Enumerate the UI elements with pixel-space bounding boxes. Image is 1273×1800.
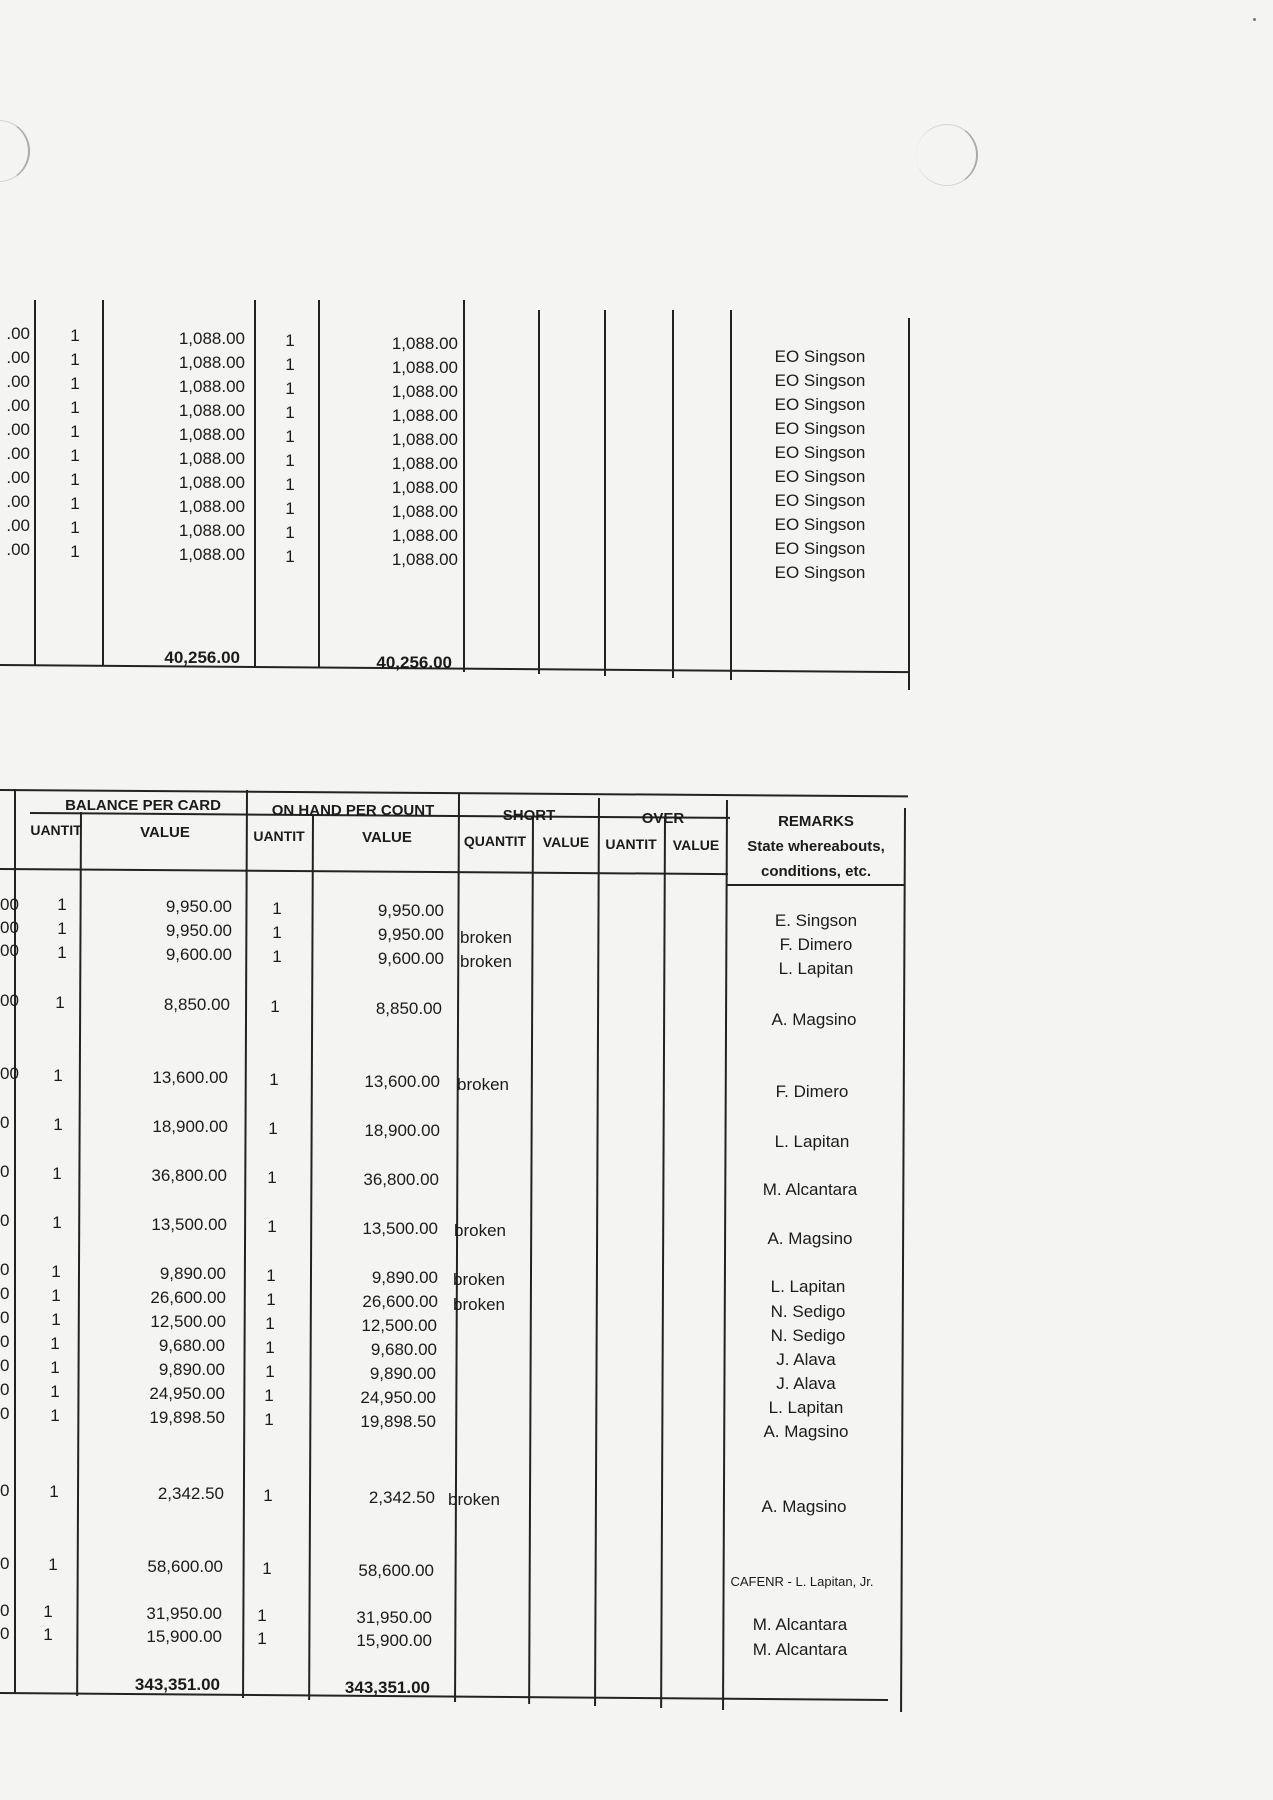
value-card: 13,600.00 — [152, 1068, 228, 1087]
value-card: 2,342.50 — [157, 1484, 224, 1503]
qty-card: 1 — [50, 1406, 60, 1425]
partial-value: 0 — [0, 1554, 10, 1573]
header-quantity-over: UANTIT — [605, 836, 657, 852]
remarks-header-bottom-line — [726, 884, 904, 886]
remarks: EO Singson — [774, 371, 866, 390]
remarks: EO Singson — [774, 467, 866, 486]
value-card: 9,950.00 — [165, 921, 232, 940]
qty-count: 1 — [262, 1559, 272, 1578]
qty-count: 1 — [272, 947, 282, 966]
col-line — [900, 808, 906, 1712]
value-card: 26,600.00 — [150, 1288, 226, 1307]
qty-card: 1 — [51, 1262, 61, 1281]
qty-card: 1 — [55, 993, 65, 1012]
qty-card: 1 — [70, 374, 80, 393]
remarks: M. Alcantara — [752, 1615, 848, 1634]
value-count: 24,950.00 — [360, 1388, 436, 1407]
value-count: 9,890.00 — [369, 1364, 436, 1383]
qty-count: 1 — [285, 379, 295, 398]
top-col-line — [672, 310, 674, 678]
short-note: broken — [460, 952, 512, 971]
qty-count: 1 — [257, 1629, 267, 1648]
value-count: 1,088.00 — [391, 478, 458, 497]
partial-value: 0 — [0, 1211, 10, 1230]
value-card: 1,088.00 — [178, 521, 245, 540]
value-card: 1,088.00 — [178, 377, 245, 396]
qty-count: 1 — [257, 1606, 267, 1625]
remarks: N. Sedigo — [770, 1302, 846, 1321]
partial-value: .00 — [6, 516, 30, 535]
qty-card: 1 — [70, 422, 80, 441]
qty-count: 1 — [268, 1119, 278, 1138]
value-count: 13,600.00 — [364, 1072, 440, 1091]
qty-card: 1 — [48, 1555, 58, 1574]
qty-card: 1 — [50, 1358, 60, 1377]
value-card: 9,680.00 — [158, 1336, 225, 1355]
qty-count: 1 — [266, 1290, 276, 1309]
qty-card: 1 — [70, 326, 80, 345]
value-card: 1,088.00 — [178, 353, 245, 372]
col-line — [242, 790, 248, 1698]
partial-value: 00 — [0, 991, 19, 1010]
qty-count: 1 — [265, 1338, 275, 1357]
partial-value: 0 — [0, 1481, 10, 1500]
top-col-line — [604, 310, 606, 676]
qty-card: 1 — [70, 494, 80, 513]
qty-count: 1 — [265, 1314, 275, 1333]
remarks: EO Singson — [774, 443, 866, 462]
remarks: M. Alcantara — [762, 1180, 858, 1199]
remarks: L. Lapitan — [770, 1277, 846, 1296]
header-remarks-sub: conditions, etc. — [760, 863, 871, 880]
total-count: 40,256.00 — [376, 653, 452, 672]
partial-value: 0 — [0, 1113, 10, 1132]
qty-count: 1 — [285, 475, 295, 494]
top-col-line — [254, 300, 256, 668]
value-card: 36,800.00 — [151, 1166, 227, 1185]
qty-card: 1 — [52, 1213, 62, 1232]
partial-value: .00 — [6, 372, 30, 391]
qty-card: 1 — [43, 1602, 53, 1621]
partial-value: 0 — [0, 1162, 10, 1181]
qty-count: 1 — [264, 1386, 274, 1405]
partial-value: 0 — [0, 1356, 10, 1375]
remarks: EO Singson — [774, 419, 866, 438]
header-short: SHORT — [502, 807, 556, 824]
qty-card: 1 — [53, 1066, 63, 1085]
partial-value: 00 — [0, 1064, 19, 1083]
value-count: 19,898.50 — [360, 1412, 436, 1431]
value-count: 9,950.00 — [377, 901, 444, 920]
partial-value: 0 — [0, 1308, 10, 1327]
qty-card: 1 — [57, 919, 67, 938]
header-quantity-short: QUANTIT — [463, 833, 527, 849]
remarks: M. Alcantara — [752, 1640, 848, 1659]
qty-count: 1 — [267, 1168, 277, 1187]
header-value-card: VALUE — [140, 824, 190, 841]
value-card: 1,088.00 — [178, 449, 245, 468]
punch-hole-right — [916, 124, 978, 186]
qty-card: 1 — [51, 1310, 61, 1329]
value-count: 15,900.00 — [356, 1631, 432, 1650]
remarks: F. Dimero — [775, 1082, 849, 1101]
partial-value: .00 — [6, 492, 30, 511]
value-card: 9,950.00 — [165, 897, 232, 916]
remarks: EO Singson — [774, 563, 866, 582]
value-count: 9,600.00 — [377, 949, 444, 968]
value-card: 18,900.00 — [152, 1117, 228, 1136]
value-count: 9,680.00 — [370, 1340, 437, 1359]
top-col-line — [463, 300, 465, 672]
qty-count: 1 — [285, 499, 295, 518]
partial-value: .00 — [6, 444, 30, 463]
partial-value: 0 — [0, 1601, 10, 1620]
top-col-line — [538, 310, 540, 674]
remarks: A. Magsino — [761, 1497, 847, 1516]
total-card: 343,351.00 — [134, 1675, 220, 1694]
qty-count: 1 — [264, 1410, 274, 1429]
header-remarks: REMARKS — [778, 813, 854, 830]
value-count: 1,088.00 — [391, 550, 458, 569]
value-count: 8,850.00 — [375, 999, 442, 1018]
qty-count: 1 — [285, 403, 295, 422]
qty-card: 1 — [70, 542, 80, 561]
remarks: A. Magsino — [771, 1010, 857, 1029]
value-count: 58,600.00 — [358, 1561, 434, 1580]
qty-count: 1 — [285, 331, 295, 350]
partial-value: 00 — [0, 941, 19, 960]
remarks: EO Singson — [774, 515, 866, 534]
remarks: A. Magsino — [767, 1229, 853, 1248]
value-card: 58,600.00 — [147, 1557, 223, 1576]
qty-card: 1 — [70, 398, 80, 417]
value-count: 1,088.00 — [391, 406, 458, 425]
value-count: 1,088.00 — [391, 526, 458, 545]
qty-count: 1 — [263, 1486, 273, 1505]
value-card: 1,088.00 — [178, 473, 245, 492]
qty-card: 1 — [50, 1334, 60, 1353]
value-count: 9,890.00 — [371, 1268, 438, 1287]
qty-count: 1 — [269, 1070, 279, 1089]
remarks: EO Singson — [774, 539, 866, 558]
qty-card: 1 — [70, 350, 80, 369]
col-line — [660, 818, 666, 1708]
qty-count: 1 — [285, 547, 295, 566]
total-count: 343,351.00 — [344, 1678, 430, 1697]
qty-count: 1 — [285, 427, 295, 446]
partial-value: .00 — [6, 420, 30, 439]
header-quantity-card: UANTIT — [30, 822, 82, 838]
value-count: 1,088.00 — [391, 382, 458, 401]
qty-count: 1 — [285, 523, 295, 542]
partial-value: .00 — [6, 396, 30, 415]
value-card: 1,088.00 — [178, 545, 245, 564]
qty-count: 1 — [267, 1217, 277, 1236]
remarks: F. Dimero — [779, 935, 853, 954]
remarks: L. Lapitan — [778, 959, 854, 978]
value-card: 31,950.00 — [146, 1604, 222, 1623]
qty-count: 1 — [265, 1362, 275, 1381]
short-note: broken — [453, 1270, 505, 1289]
top-col-line — [102, 300, 104, 665]
short-note: broken — [448, 1490, 500, 1509]
qty-card: 1 — [51, 1286, 61, 1305]
remarks: J. Alava — [776, 1374, 836, 1393]
top-col-line — [34, 300, 36, 665]
top-col-line — [318, 300, 320, 668]
value-count: 1,088.00 — [391, 430, 458, 449]
value-count: 1,088.00 — [391, 334, 458, 353]
value-count: 13,500.00 — [362, 1219, 438, 1238]
short-note: broken — [457, 1075, 509, 1094]
qty-count: 1 — [270, 997, 280, 1016]
punch-hole-left — [0, 120, 30, 182]
value-card: 1,088.00 — [178, 425, 245, 444]
value-card: 15,900.00 — [146, 1627, 222, 1646]
partial-value: 0 — [0, 1624, 10, 1643]
value-count: 1,088.00 — [391, 454, 458, 473]
value-card: 13,500.00 — [151, 1215, 227, 1234]
col-line — [528, 816, 534, 1704]
header-on-hand-per-count: ON HAND PER COUNT — [271, 802, 435, 819]
total-card: 40,256.00 — [164, 648, 240, 667]
value-card: 1,088.00 — [178, 401, 245, 420]
remarks: E. Singson — [774, 911, 858, 930]
header-bottom-line — [0, 868, 728, 875]
remarks: EO Singson — [774, 395, 866, 414]
value-card: 9,600.00 — [165, 945, 232, 964]
value-count: 1,088.00 — [391, 358, 458, 377]
value-card: 8,850.00 — [163, 995, 230, 1014]
qty-count: 1 — [272, 923, 282, 942]
partial-value: 0 — [0, 1380, 10, 1399]
qty-count: 1 — [266, 1266, 276, 1285]
qty-count: 1 — [285, 355, 295, 374]
value-card: 19,898.50 — [149, 1408, 225, 1427]
partial-value: .00 — [6, 348, 30, 367]
value-card: 9,890.00 — [158, 1360, 225, 1379]
remarks: J. Alava — [776, 1350, 836, 1369]
qty-card: 1 — [43, 1625, 53, 1644]
qty-card: 1 — [70, 518, 80, 537]
header-value-over: VALUE — [672, 837, 720, 853]
short-note: broken — [460, 928, 512, 947]
remarks: L. Lapitan — [768, 1398, 844, 1417]
header-quantity-count: UANTIT — [253, 828, 305, 844]
partial-value: 0 — [0, 1404, 10, 1423]
top-col-line — [730, 310, 732, 680]
col-line — [594, 798, 600, 1706]
remarks: N. Sedigo — [770, 1326, 846, 1345]
qty-card: 1 — [52, 1164, 62, 1183]
partial-value: 00 — [0, 918, 19, 937]
value-count: 9,950.00 — [377, 925, 444, 944]
qty-card: 1 — [53, 1115, 63, 1134]
remarks: L. Lapitan — [774, 1132, 850, 1151]
remarks: CAFENR - L. Lapitan, Jr. — [730, 1574, 874, 1589]
qty-count: 1 — [285, 451, 295, 470]
value-count: 1,088.00 — [391, 502, 458, 521]
short-note: broken — [453, 1295, 505, 1314]
remarks: EO Singson — [774, 347, 866, 366]
partial-value: 0 — [0, 1260, 10, 1279]
qty-count: 1 — [272, 899, 282, 918]
value-card: 1,088.00 — [178, 497, 245, 516]
qty-card: 1 — [50, 1382, 60, 1401]
value-count: 12,500.00 — [361, 1316, 437, 1335]
value-card: 12,500.00 — [150, 1312, 226, 1331]
value-card: 9,890.00 — [159, 1264, 226, 1283]
partial-value: 0 — [0, 1332, 10, 1351]
top-col-line — [908, 318, 910, 690]
value-count: 31,950.00 — [356, 1608, 432, 1627]
qty-card: 1 — [70, 470, 80, 489]
header-value-short: VALUE — [542, 834, 590, 850]
header-over: OVER — [641, 810, 685, 827]
qty-card: 1 — [49, 1482, 59, 1501]
header-value-count: VALUE — [362, 829, 412, 846]
qty-card: 1 — [57, 943, 67, 962]
remarks: EO Singson — [774, 491, 866, 510]
value-card: 24,950.00 — [149, 1384, 225, 1403]
partial-value: 00 — [0, 895, 19, 914]
partial-value: .00 — [6, 540, 30, 559]
partial-value: 0 — [0, 1284, 10, 1303]
header-remarks-sub: State whereabouts, — [747, 838, 885, 855]
short-note: broken — [454, 1221, 506, 1240]
col-line — [76, 812, 82, 1696]
qty-card: 1 — [57, 895, 67, 914]
partial-value: .00 — [6, 468, 30, 487]
value-card: 1,088.00 — [178, 329, 245, 348]
header-balance-per-card: BALANCE PER CARD — [65, 797, 221, 814]
value-count: 26,600.00 — [362, 1292, 438, 1311]
remarks: A. Magsino — [763, 1422, 849, 1441]
value-count: 2,342.50 — [368, 1488, 435, 1507]
partial-value: .00 — [6, 324, 30, 343]
value-count: 18,900.00 — [364, 1121, 440, 1140]
qty-card: 1 — [70, 446, 80, 465]
value-count: 36,800.00 — [363, 1170, 439, 1189]
scan-speck — [1253, 18, 1256, 21]
